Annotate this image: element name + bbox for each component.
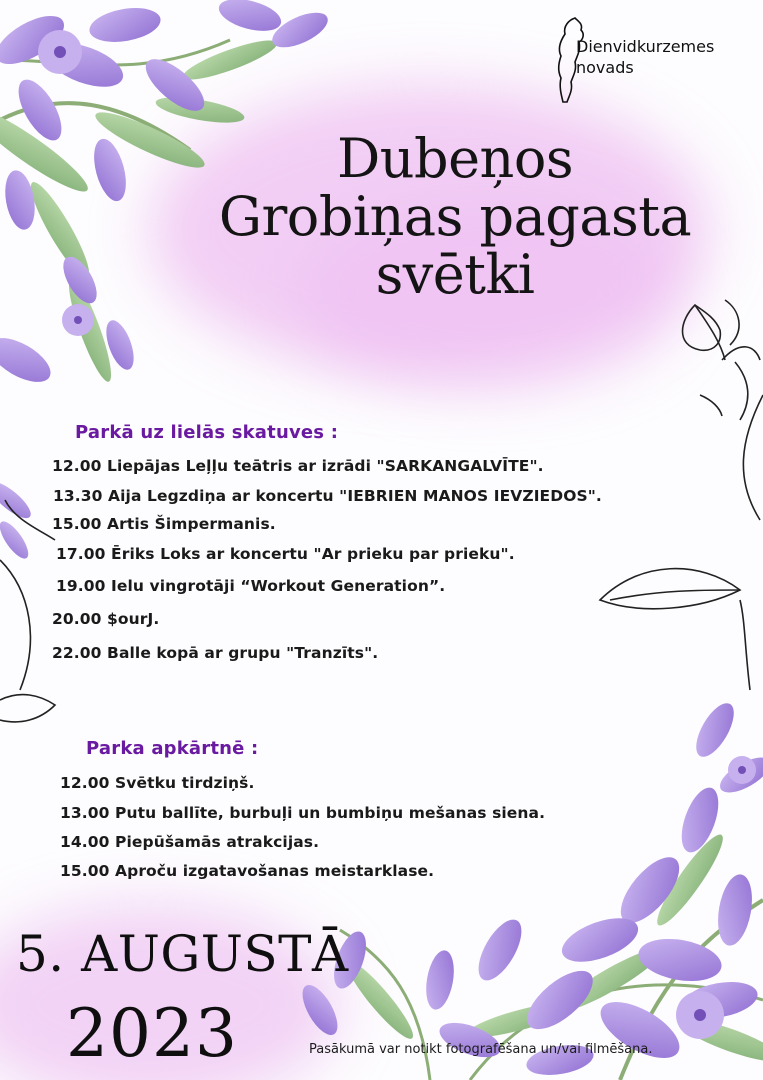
stage-schedule-item: 17.00 Ēriks Loks ar koncertu "Ar prieku par prieku".	[56, 545, 515, 563]
stage-schedule-item: 19.00 Ielu vingrotāji “Workout Generation”.	[56, 577, 446, 595]
surroundings-schedule-item: 13.00 Putu ballīte, burbuļi un bumbiņu mešanas siena.	[60, 804, 546, 822]
page-title	[170, 127, 740, 306]
title-line-1: Dubeņos	[336, 127, 574, 190]
title-line-3: svētki	[375, 243, 535, 306]
stage-section-heading: Parkā uz lielās skatuves :	[75, 422, 339, 443]
logo-line-2: novads	[576, 58, 634, 77]
event-date-day: 5. AUGUSTĀ	[16, 925, 349, 983]
title-line-2: Grobiņas pagasta	[218, 185, 692, 248]
surroundings-section-heading: Parka apkārtnē :	[86, 738, 259, 759]
surroundings-schedule-item: 12.00 Svētku tirdziņš.	[60, 774, 255, 792]
surroundings-schedule-item: 14.00 Piepūšamās atrakcijas.	[60, 833, 320, 851]
stage-schedule-item: 20.00 $ourJ.	[52, 610, 160, 628]
stage-schedule-item: 13.30 Aija Legzdiņa ar koncertu "IEBRIEN MANOS IEVZIEDOS".	[53, 487, 602, 505]
logo-line-1: Dienvidkurzemes	[576, 37, 715, 56]
stage-schedule-item: 12.00 Liepājas Leļļu teātris ar izrādi "SARKANGALVĪTE".	[52, 457, 544, 475]
surroundings-schedule-item: 15.00 Aproču izgatavošanas meistarklase.	[60, 862, 435, 880]
photo-disclaimer: Pasākumā var notikt fotografēšana un/vai filmēšana.	[309, 1042, 653, 1057]
lavender-cluster-bottom-right	[296, 698, 763, 1080]
stage-schedule-item: 15.00 Artis Šimpermanis.	[52, 515, 276, 533]
lavender-sprig-left	[0, 476, 36, 562]
region-logo-text	[576, 36, 714, 78]
butterfly-icon	[683, 300, 761, 420]
event-date-year: 2023	[66, 995, 238, 1072]
stage-schedule-item: 22.00 Balle kopā ar grupu "Tranzīts".	[52, 644, 379, 662]
